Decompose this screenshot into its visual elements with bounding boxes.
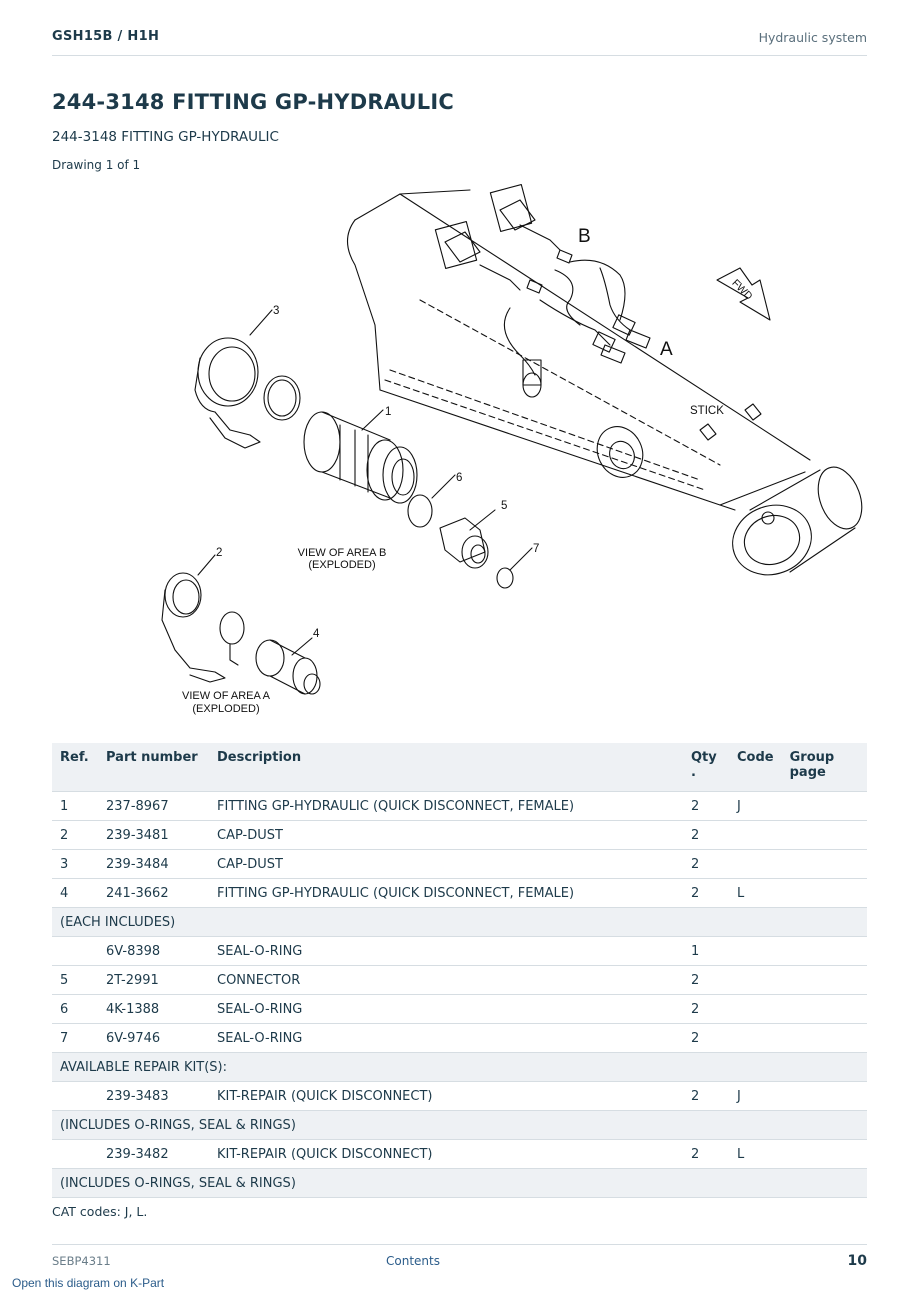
cell-description: SEAL-O-RING xyxy=(209,937,683,966)
fitting-1 xyxy=(304,412,417,503)
callout-6: 6 xyxy=(456,472,463,484)
cell-group-page xyxy=(782,966,867,995)
note-text: AVAILABLE REPAIR KIT(S): xyxy=(52,1053,867,1082)
cell-code: J xyxy=(729,1082,782,1111)
open-in-kpart-link[interactable]: Open this diagram on K-Part xyxy=(12,1276,165,1290)
note-text: (INCLUDES O-RINGS, SEAL & RINGS) xyxy=(52,1111,867,1140)
cell-description: KIT-REPAIR (QUICK DISCONNECT) xyxy=(209,1140,683,1169)
view-b-subcaption: (EXPLODED) xyxy=(308,559,376,571)
cell-ref: 7 xyxy=(52,1024,98,1053)
cell-description: CAP-DUST xyxy=(209,821,683,850)
cell-part-number: 239-3481 xyxy=(98,821,209,850)
cell-qty: 2 xyxy=(683,1024,729,1053)
page-footer xyxy=(52,1244,867,1275)
callout-4: 4 xyxy=(313,628,320,640)
leader-lines xyxy=(198,310,532,655)
table-row xyxy=(52,937,867,966)
cell-part-number: 4K-1388 xyxy=(98,995,209,1024)
cell-group-page xyxy=(782,1140,867,1169)
table-note-row xyxy=(52,908,867,937)
seal-o-ring-7 xyxy=(497,568,513,588)
table-row xyxy=(52,850,867,879)
callout-2: 2 xyxy=(216,547,223,559)
table-note-row xyxy=(52,1053,867,1082)
cell-qty: 2 xyxy=(683,879,729,908)
parts-table-body xyxy=(52,792,867,1198)
cell-description: CAP-DUST xyxy=(209,850,683,879)
drawing-count: Drawing 1 of 1 xyxy=(52,158,141,172)
table-note-row xyxy=(52,1111,867,1140)
cell-ref: 4 xyxy=(52,879,98,908)
page-title: 244-3148 FITTING GP-HYDRAULIC xyxy=(52,90,454,114)
col-qty-line2: . xyxy=(691,765,696,780)
page-subtitle: 244-3148 FITTING GP-HYDRAULIC xyxy=(52,129,279,145)
cell-group-page xyxy=(782,879,867,908)
parts-diagram xyxy=(100,180,870,725)
cell-part-number: 239-3483 xyxy=(98,1082,209,1111)
fitting-4 xyxy=(256,640,320,694)
cell-ref xyxy=(52,1140,98,1169)
col-part-number: Part number xyxy=(98,743,209,792)
cell-group-page xyxy=(782,792,867,821)
cell-qty: 2 xyxy=(683,792,729,821)
dust-cap-3 xyxy=(195,338,300,448)
table-row xyxy=(52,1024,867,1053)
cell-description: SEAL-O-RING xyxy=(209,1024,683,1053)
col-qty-line1: Qty xyxy=(691,750,717,765)
cell-code xyxy=(729,821,782,850)
cell-group-page xyxy=(782,821,867,850)
cell-description: FITTING GP-HYDRAULIC (QUICK DISCONNECT, FEMALE) xyxy=(209,879,683,908)
cell-qty: 2 xyxy=(683,850,729,879)
col-ref: Ref. xyxy=(52,743,98,792)
table-row xyxy=(52,792,867,821)
view-a-caption: VIEW OF AREA A xyxy=(181,690,271,702)
cell-code xyxy=(729,937,782,966)
table-row xyxy=(52,1082,867,1111)
parts-table-header xyxy=(52,743,867,792)
col-description: Description xyxy=(209,743,683,792)
cell-part-number: 239-3482 xyxy=(98,1140,209,1169)
col-code: Code xyxy=(729,743,782,792)
stick-label: STICK xyxy=(690,405,724,417)
cell-ref: 2 xyxy=(52,821,98,850)
stick-body xyxy=(348,190,870,586)
callout-1: 1 xyxy=(385,406,392,418)
cell-description: FITTING GP-HYDRAULIC (QUICK DISCONNECT, FEMALE) xyxy=(209,792,683,821)
section-name: Hydraulic system xyxy=(758,30,867,45)
cell-qty: 2 xyxy=(683,1082,729,1111)
cell-code: L xyxy=(729,1140,782,1169)
cell-qty: 1 xyxy=(683,937,729,966)
cell-code: L xyxy=(729,879,782,908)
fwd-label: FWD xyxy=(729,277,755,303)
cell-ref xyxy=(52,1082,98,1111)
table-row xyxy=(52,966,867,995)
cell-description: CONNECTOR xyxy=(209,966,683,995)
seal-o-ring-6 xyxy=(408,495,432,527)
table-row xyxy=(52,879,867,908)
dust-cap-2 xyxy=(162,573,244,682)
cell-qty: 2 xyxy=(683,1140,729,1169)
cell-ref xyxy=(52,937,98,966)
note-text: (INCLUDES O-RINGS, SEAL & RINGS) xyxy=(52,1169,867,1198)
cell-group-page xyxy=(782,937,867,966)
cell-part-number: 2T-2991 xyxy=(98,966,209,995)
cell-part-number: 239-3484 xyxy=(98,850,209,879)
note-text: (EACH INCLUDES) xyxy=(52,908,867,937)
cell-part-number: 241-3662 xyxy=(98,879,209,908)
table-row xyxy=(52,995,867,1024)
callout-b: B xyxy=(578,226,591,247)
col-qty xyxy=(683,743,729,792)
cat-codes: CAT codes: J, L. xyxy=(52,1204,148,1219)
table-row xyxy=(52,1140,867,1169)
document-id: SEBP4311 xyxy=(52,1254,111,1268)
cell-group-page xyxy=(782,995,867,1024)
model-breadcrumb: GSH15B / H1H xyxy=(52,29,160,44)
cell-ref: 3 xyxy=(52,850,98,879)
table-row xyxy=(52,821,867,850)
callout-5: 5 xyxy=(501,500,508,512)
col-group-page xyxy=(782,743,867,792)
hose-fittings xyxy=(435,185,650,397)
callout-a: A xyxy=(660,339,673,360)
cell-group-page xyxy=(782,1024,867,1053)
cell-group-page xyxy=(782,850,867,879)
cell-description: KIT-REPAIR (QUICK DISCONNECT) xyxy=(209,1082,683,1111)
cell-ref: 6 xyxy=(52,995,98,1024)
cell-part-number: 237-8967 xyxy=(98,792,209,821)
connector-5 xyxy=(440,518,488,568)
callout-7: 7 xyxy=(533,543,540,555)
view-b-caption: VIEW OF AREA B xyxy=(297,547,387,559)
cell-code xyxy=(729,1024,782,1053)
cell-qty: 2 xyxy=(683,995,729,1024)
view-a-subcaption: (EXPLODED) xyxy=(192,703,260,715)
cell-qty: 2 xyxy=(683,966,729,995)
callout-3: 3 xyxy=(273,305,280,317)
page-header xyxy=(52,29,867,56)
cell-code xyxy=(729,850,782,879)
contents-link[interactable]: Contents xyxy=(386,1254,440,1268)
cell-qty: 2 xyxy=(683,821,729,850)
cell-ref: 1 xyxy=(52,792,98,821)
cell-ref: 5 xyxy=(52,966,98,995)
cell-part-number: 6V-9746 xyxy=(98,1024,209,1053)
cell-code xyxy=(729,995,782,1024)
cell-code: J xyxy=(729,792,782,821)
cell-part-number: 6V-8398 xyxy=(98,937,209,966)
cell-description: SEAL-O-RING xyxy=(209,995,683,1024)
col-group-line2: page xyxy=(789,765,826,780)
page-number: 10 xyxy=(847,1253,867,1269)
table-note-row xyxy=(52,1169,867,1198)
parts-table xyxy=(52,743,867,1198)
col-group-line1: Group xyxy=(789,750,835,765)
cell-code xyxy=(729,966,782,995)
cell-group-page xyxy=(782,1082,867,1111)
